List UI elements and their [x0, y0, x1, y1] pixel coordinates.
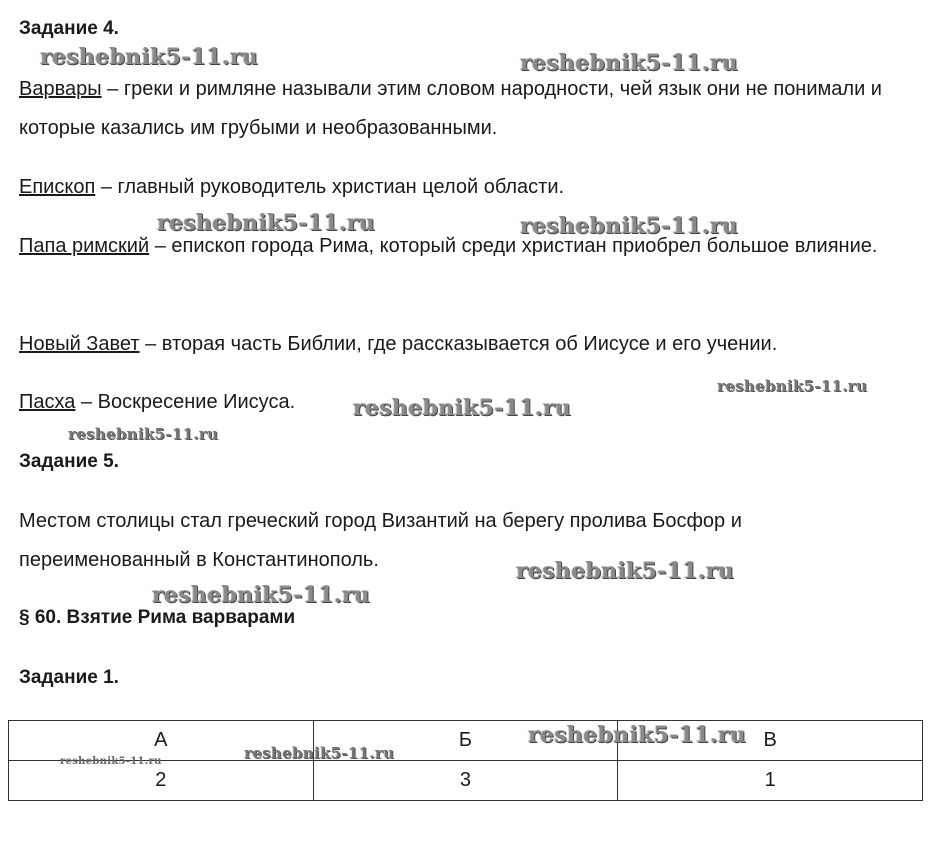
- table-cell: 2: [9, 761, 314, 801]
- definition-text: – епископ города Рима, который среди христиан приобрел большое влияние.: [149, 235, 878, 257]
- definition-bishop: [19, 168, 919, 207]
- term-pope: Папа римский: [19, 235, 150, 257]
- term-new-testament: Новый Завет: [19, 333, 140, 355]
- term-bishop: Епископ: [19, 176, 96, 198]
- task4-heading: Задание 4.: [19, 18, 119, 39]
- table-header-cell: Б: [313, 721, 618, 761]
- term-barbarians: Варвары: [19, 78, 102, 100]
- watermark: reshebnik5-11.ru: [40, 44, 259, 70]
- watermark: reshebnik5-11.ru: [60, 756, 162, 767]
- table-cell: 3: [313, 761, 618, 801]
- task5-answer: Местом столицы стал греческий город Византий на берегу пролива Босфор и переименованный в Константинополь.: [19, 510, 742, 571]
- task5-heading: Задание 5.: [19, 451, 119, 472]
- definition-text: – вторая часть Библии, где рассказывается об Иисусе и его учении.: [139, 333, 778, 355]
- task1-heading: Задание 1.: [19, 667, 119, 688]
- watermark: reshebnik5-11.ru: [68, 425, 219, 443]
- watermark: reshebnik5-11.ru: [520, 50, 739, 76]
- watermark: reshebnik5-11.ru: [516, 558, 735, 584]
- definition-pope: [19, 227, 919, 266]
- watermark: reshebnik5-11.ru: [157, 210, 376, 236]
- watermark: reshebnik5-11.ru: [717, 377, 868, 395]
- table-row: [9, 721, 923, 761]
- definition-text: – главный руководитель христиан целой области.: [95, 176, 565, 198]
- definition-text: – греки и римляне называли этим словом народности, чей язык они не понимали и которые казались им грубыми и необразованными.: [19, 78, 882, 139]
- term-easter: Пасха: [19, 391, 76, 413]
- watermark: reshebnik5-11.ru: [520, 213, 739, 239]
- table-cell: 1: [618, 761, 923, 801]
- definition-text: – Воскресение Иисуса.: [75, 391, 296, 413]
- definition-new-testament: [19, 325, 919, 364]
- watermark: reshebnik5-11.ru: [528, 722, 747, 748]
- table-header-cell: В: [618, 721, 923, 761]
- table-header-cell: А: [9, 721, 314, 761]
- section-heading: § 60. Взятие Рима варварами: [19, 607, 296, 628]
- definition-barbarians: [19, 70, 919, 148]
- watermark: reshebnik5-11.ru: [353, 395, 572, 421]
- watermark: reshebnik5-11.ru: [152, 582, 371, 608]
- watermark: reshebnik5-11.ru: [244, 744, 395, 762]
